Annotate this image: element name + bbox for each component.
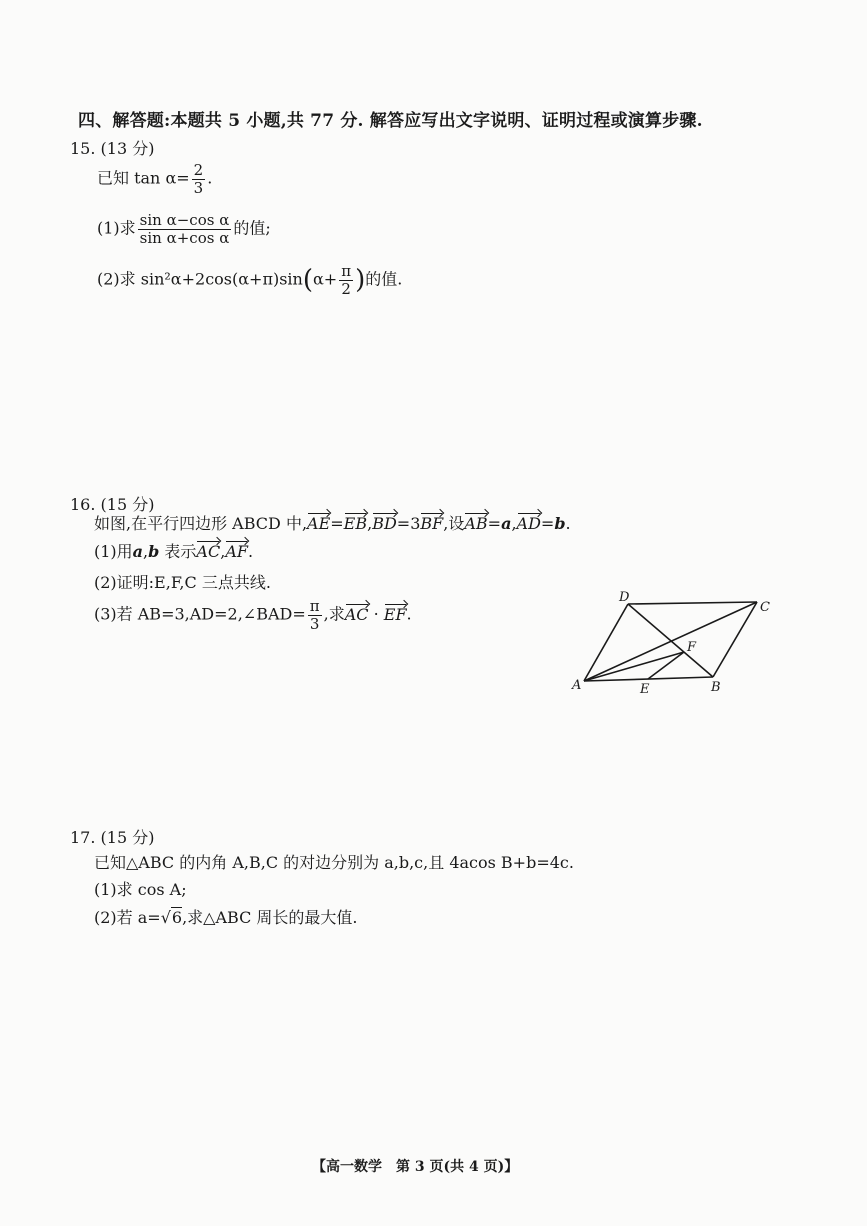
q15-p2-prefix: (2)求 sin²α+2cos(α+π)sin: [97, 269, 303, 289]
q15-p1-suffix: 的值;: [233, 218, 271, 238]
vector-AD: AD: [517, 510, 541, 533]
q16-p1-period: .: [247, 542, 254, 561]
section-heading: 四、解答题:本题共 5 小题,共 77 分. 解答应写出文字说明、证明过程或演算步骤.: [78, 111, 703, 131]
vector-AE: AE: [307, 510, 330, 533]
q15-p2-inner-num: π: [341, 262, 352, 280]
q17-p2-suffix: ,求△ABC 周长的最大值.: [182, 908, 358, 927]
q16-set-text: ,设: [443, 514, 465, 533]
segment-DB: [628, 604, 713, 677]
q17-part1: (1)求 cos A;: [94, 880, 187, 899]
q16-p3-num: π: [309, 597, 320, 615]
q16-p3-den: 3: [309, 614, 320, 633]
segment-DC: [628, 602, 757, 604]
q16-p3-fraction: [308, 598, 322, 632]
vector-EB: EB: [344, 510, 367, 533]
vector-AF: AF: [225, 538, 248, 561]
figure-lines: [584, 602, 757, 681]
q16-p3-period: .: [406, 604, 412, 624]
q16-p3-mid: ,求: [323, 604, 345, 624]
segment-AC: [584, 602, 757, 681]
q16-p1-b: b: [148, 542, 160, 561]
q15-given-num: 2: [193, 161, 204, 179]
q16-period: .: [565, 514, 571, 533]
q16-eq4: =: [540, 514, 555, 533]
vector-BF: BF: [420, 510, 443, 533]
parallelogram-figure: [560, 585, 790, 700]
q16-p3-prefix: (3)若 AB=3,AD=2,∠BAD=: [94, 604, 306, 624]
q15-p2-rparen: ): [355, 265, 366, 295]
q15-p1-fraction: [138, 212, 232, 246]
q15-given-prefix: 已知 tan α=: [97, 168, 190, 188]
q17-part2: [94, 905, 358, 928]
label-A: A: [572, 678, 582, 693]
q17-p2-radicand: 6: [171, 908, 183, 927]
q16-part3: [94, 598, 412, 632]
q15-p1-prefix: (1)求: [97, 218, 136, 238]
segment-EF: [648, 652, 684, 679]
q16-p3-dot: ·: [368, 604, 384, 624]
q16-p1-a: a: [132, 542, 144, 561]
q16-eq1: =: [330, 514, 344, 533]
label-E: E: [640, 682, 650, 697]
q15-given-den: 3: [193, 178, 204, 197]
q15-number: 15. (13 分): [70, 139, 155, 158]
q16-eq2: =3: [396, 514, 421, 533]
q15-part1: [97, 212, 271, 246]
label-B: B: [711, 680, 721, 695]
q15-given: [97, 162, 212, 196]
q15-given-fraction: [192, 162, 206, 196]
vector-EF: EF: [384, 601, 407, 624]
q16-statement: [94, 510, 571, 534]
q17-number: 17. (15 分): [70, 828, 155, 847]
q15-part2: [97, 263, 402, 297]
segment-BC: [713, 602, 757, 677]
label-F: F: [687, 640, 697, 655]
q15-p1-num: sin α−cos α: [139, 211, 230, 229]
q16-comma2: ,: [511, 514, 517, 533]
q16-comma1: ,: [367, 514, 373, 533]
vector-a: a: [501, 514, 512, 533]
q16-number: 16. (15 分): [70, 495, 155, 514]
q15-p2-inner-den: 2: [341, 279, 351, 298]
q15-p2-inner-prefix: α+: [313, 269, 338, 289]
q15-p1-den: sin α+cos α: [139, 228, 230, 247]
q15-p2-lparen: (: [302, 265, 313, 295]
q16-p1-comma2: ,: [220, 542, 226, 561]
q15-p2-suffix: 的值.: [365, 269, 403, 289]
vector-BD: BD: [372, 510, 397, 533]
q16-p1-prefix: (1)用: [94, 542, 133, 561]
q15-given-suffix: .: [207, 168, 213, 188]
q16-line1-a: 如图,在平行四边形 ABCD 中,: [94, 514, 308, 533]
page-footer: 【高一数学 第 3 页(共 4 页)】: [312, 1159, 519, 1175]
vector-AC: AC: [196, 538, 220, 561]
q16-p1-mid: 表示: [159, 542, 197, 561]
q17-p2-prefix: (2)若 a=√: [94, 908, 171, 927]
vector-b: b: [554, 514, 566, 533]
vector-AC-2: AC: [345, 601, 369, 624]
vector-AB: AB: [464, 510, 487, 533]
q16-part1: [94, 538, 253, 562]
q17-statement: 已知△ABC 的内角 A,B,C 的对边分别为 a,b,c,且 4acos B+b=4c.: [94, 853, 574, 872]
label-C: C: [760, 600, 770, 615]
label-D: D: [619, 590, 630, 605]
q16-eq3: =: [487, 514, 502, 533]
q16-part2: (2)证明:E,F,C 三点共线.: [94, 573, 271, 592]
q16-p1-comma: ,: [143, 542, 149, 561]
q15-p2-fraction: [339, 263, 353, 297]
